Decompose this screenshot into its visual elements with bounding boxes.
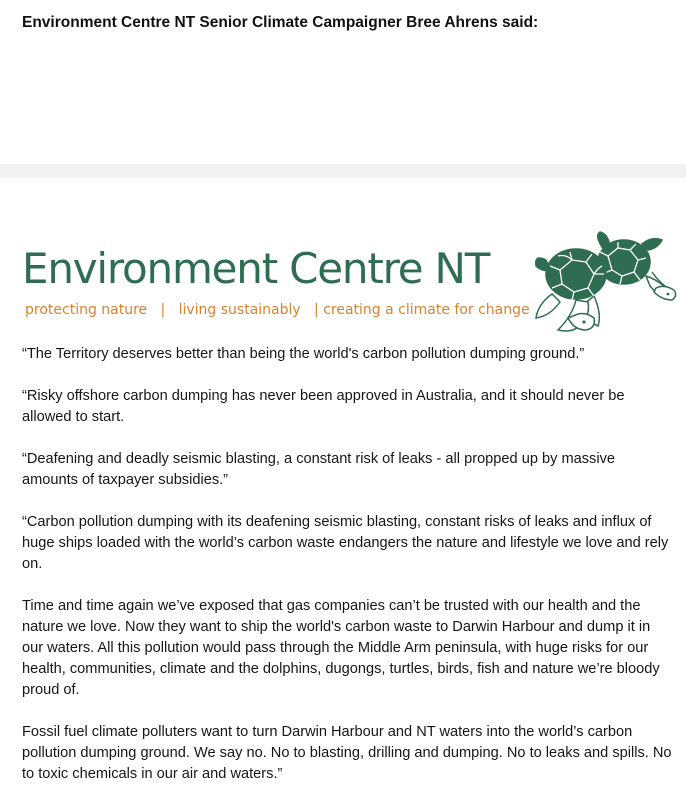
turtles-icon bbox=[532, 230, 682, 348]
quote-paragraph: Fossil fuel climate polluters want to turn Darwin Harbour and NT waters into the world’s carbon pollution dumping ground. We say no. No to blasting, drilling and dumping. No to leaks and spills. No to toxic chemicals in our air and waters.” bbox=[22, 724, 672, 782]
logo-tagline: protecting nature | living sustainably | creating a climate for change bbox=[25, 302, 530, 318]
quote-paragraph: “The Territory deserves better than being the world's carbon pollution dumping ground.” bbox=[22, 346, 585, 362]
press-release-document bbox=[0, 178, 686, 802]
section-divider bbox=[0, 164, 686, 178]
quote-paragraph: “Deafening and deadly seismic blasting, a constant risk of leaks - all propped up by massive amounts of taxpayer subsidies.” bbox=[22, 451, 615, 488]
top-section bbox=[0, 0, 686, 164]
campaigner-heading: Environment Centre NT Senior Climate Campaigner Bree Ahrens said: bbox=[22, 14, 539, 31]
logo-title: Environment Centre NT bbox=[22, 244, 490, 293]
quote-paragraph: “Risky offshore carbon dumping has never been approved in Australia, and it should never be allowed to start. bbox=[22, 388, 625, 425]
quote-paragraph: “Carbon pollution dumping with its deafening seismic blasting, constant risks of leaks and influx of huge ships loaded with the world’s carbon waste endangers the nature and lifestyle we love and rely on. bbox=[22, 514, 669, 572]
quotes-body bbox=[22, 344, 672, 806]
quote-paragraph: Time and time again we’ve exposed that gas companies can’t be trusted with our health and the nature we love. Now they want to ship the world's carbon waste to Darwin Harbour and dump it in our waters. All this pollution would pass through the Middle Arm peninsula, with huge risks for our health, communities, climate and the dolphins, dugongs, turtles, birds, fish and nature we’re bloody proud of. bbox=[22, 598, 660, 698]
